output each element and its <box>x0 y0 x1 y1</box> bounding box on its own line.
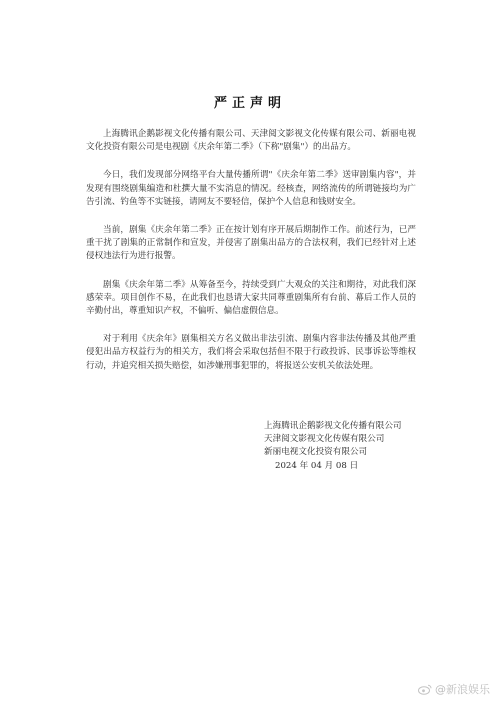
paragraph-1: 上海腾讯企鹅影视文化传播有限公司、天津阅文影视文化传媒有限公司、新丽电视文化投资有限公司是电视剧《庆余年第二季》（下称"剧集"）的出品方。 <box>86 129 416 153</box>
signatory-yuewen: 天津阅文影视文化传媒有限公司 <box>264 434 385 445</box>
statement-date: 2024 年 04 月 08 日 <box>275 460 359 471</box>
signature-block <box>264 420 464 473</box>
watermark-text: @新浪娱乐 <box>435 683 490 696</box>
paragraph-4: 剧集《庆余年第二季》从筹备至今，持续受到广大观众的关注和期待，对此我们深感荣幸。项目创作不易，在此我们也恳请大家共同尊重剧集所有台前、幕后工作人员的辛勤付出，尊重知识产权，不偏听、偏信虚假信息。 <box>86 279 416 317</box>
document-title: 严正声明 <box>213 96 286 111</box>
paragraph-5: 对于利用《庆余年》剧集相关方名义做出非法引流、剧集内容非法传播及其他严重侵犯出品方权益行为的相关方，我们将会采取包括但不限于行政投诉、民事诉讼等维权行动，并追究相关损失赔偿，如涉嫌刑事犯罪的，将报送公安机关依法处理。 <box>86 334 416 371</box>
paragraph-3: 当前，剧集《庆余年第二季》正在按计划有序开展后期制作工作。前述行为，已严重干扰了剧集的正常制作和宣发，并侵害了剧集出品方的合法权利，我们已经针对上述侵权违法行为进行报警。 <box>86 225 416 262</box>
signatory-xinli: 新丽电视文化投资有限公司 <box>264 447 368 458</box>
watermark <box>418 681 490 697</box>
paragraph-2: 今日，我们发现部分网络平台大量传播所谓"《庆余年第二季》送审剧集内容"，并发现有围绕剧集编造和杜撰大量不实消息的情况。经核查，网络流传的所谓链接均为广告引流、钓鱼等不实链接，请网友不要轻信，保护个人信息和钱财安全。 <box>86 170 416 207</box>
document-body <box>86 128 416 388</box>
signatory-tencent: 上海腾讯企鹅影视文化传播有限公司 <box>264 421 402 431</box>
weibo-icon <box>418 684 432 695</box>
